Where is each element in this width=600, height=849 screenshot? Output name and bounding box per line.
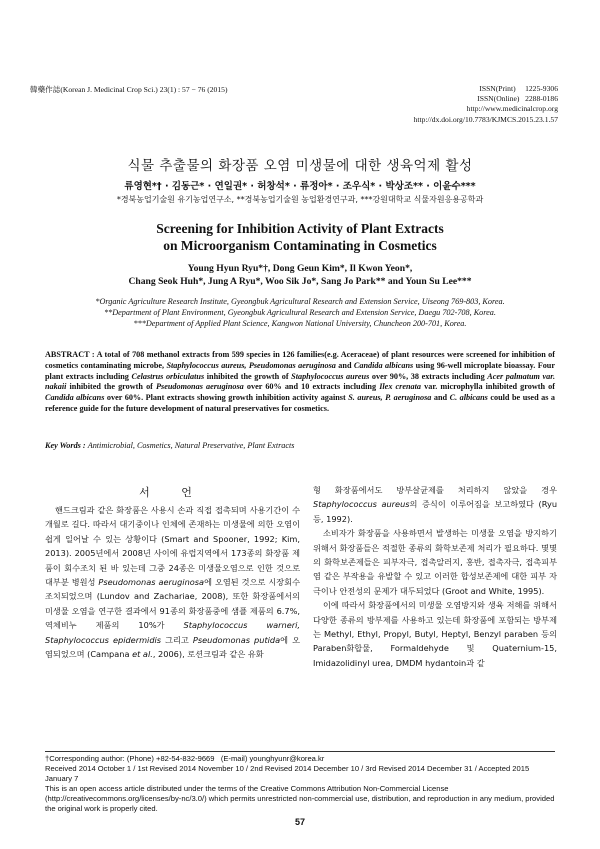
body-text: 핸드크림과 같은 화장품은 사용시 손과 직접 접촉되며 사용기간이 수개월로 길다. 따라서 대기중이나 인체에 존재하는 미생물에 의한 오염이 쉽게 일어날 수 있는 상황이다 (Smart and Spooner, 1992; Kim, 2013). 2005년에서 2008년 사이에 유럽지역에서 173종의 화장품 제품이 회수조치 된 바 있는데 그중 24종은 미생물오염으로 인한 것으로 대부분 병원성: [45, 505, 300, 588]
species-name: Pseudomonas aeruginosa: [156, 382, 244, 392]
abstract-text: inhibited the growth of: [204, 371, 292, 381]
species-name: Staphylococcus aureus: [313, 499, 410, 510]
issn-print: ISSN(Print) 1225-9306: [479, 84, 558, 93]
species-name: Staphylococcus aureus: [291, 371, 370, 381]
species-name: Candida albicans: [353, 360, 414, 370]
abstract-text: inhibited the growth of: [66, 382, 157, 392]
section-heading-introduction: 서 언: [139, 486, 206, 499]
abstract-text: and: [335, 360, 354, 370]
corresponding-author: †Corresponding author: (Phone) +82-54-832-9669 (E-mail) younghyunr@korea.kr: [45, 754, 325, 763]
english-title-line1: Screening for Inhibition Activity of Plant Extracts: [156, 221, 444, 236]
body-column-right: [313, 483, 557, 670]
body-text: 에 오염된 것으로 시장회수 조치되었으며 (Lundov and Zachariae, 2008), 또한 화장품에서의 미생물 오염을 연구한 결과에서 91종의 화장품중에 샘플 제품의 6.7%, 역체비누 제품의 10%가: [45, 577, 300, 631]
english-title-line2: on Microorganism Contaminating in Cosmetics: [163, 238, 437, 253]
abstract-text: over 60%. Plant extracts showing growth inhibition activity against: [104, 393, 349, 403]
english-affiliations: [0, 296, 600, 329]
journal-website: http://www.medicinalcrop.org: [466, 104, 558, 114]
english-affil-line2: **Department of Plant Environment, Gyeongbuk Agricultural Research and Extension Service, Daegu 702-708, Korea.: [104, 308, 496, 317]
abstract-label: ABSTRACT :: [45, 350, 97, 359]
korean-title: 식물 추출물의 화장품 오염 미생물에 대한 생육억제 활성: [127, 158, 473, 174]
doi: http://dx.doi.org/10.7783/KJMCS.2015.23.1.57: [413, 114, 558, 124]
english-affil-line3: ***Department of Applied Plant Science, Kangwon National University, Chuncheon 200-701, Korea.: [133, 319, 467, 328]
species-name: Candida albicans: [45, 393, 105, 403]
species-name: S. aureus, P. aeruginosa: [348, 393, 432, 403]
species-name: Celastrus orbiculatus: [131, 371, 205, 381]
body-text: 형 화장품에서도 방부살균제를 처리하지 않았을 경우: [313, 485, 557, 495]
page-number: 57: [294, 817, 305, 827]
species-name: C. albicans: [449, 393, 488, 403]
species-name: Pseudomonas aeruginosa: [98, 577, 205, 588]
keywords-text: Antimicrobial, Cosmetics, Natural Preservative, Plant Extracts: [87, 441, 295, 450]
abstract-text: over 90%, 38 extracts including: [369, 371, 488, 381]
body-text: 그리고: [161, 634, 193, 645]
species-name: Staphylococcus aureus, Pseudomonas aeruginosa: [166, 360, 336, 370]
citation-etal: et al.: [132, 649, 153, 660]
abstract-text: A total of 708 methanol extracts from 599 species in 126 families(e.g. Aceraceae) of plant resources were screened for inhibition of cosmetics contaminating microbe,: [45, 350, 556, 370]
paragraph: 이에 따라서 화장품에서의 미생물 오염방지와 생육 저해를 위해서 다양한 종류의 방부제를 사용하고 있는데 화장품에 포함되는 방부제는 Methyl, Ethyl, Propyl, Butyl, Heptyl, Benzyl paraben 등의 Paraben화합물, Formaldehyde 및 Quaternium-15, Imidazolidinyl urea, DMDM hydantoin과 같: [313, 600, 557, 668]
korean-affiliations: *경북농업기술원 유기농업연구소, **경북농업기술원 농업환경연구과, ***강원대학교 식물자원응용공학과: [116, 195, 484, 204]
english-authors: [0, 263, 600, 288]
paragraph: 소비자가 화장품을 사용하면서 발생하는 미생물 오염을 방지하기 위해서 화장품들은 적절한 종류의 화학보존제 처리가 필요하다. 몇몇의 화학보존제들은 피부자극, 접촉알러지, 홍반, 접촉자극, 접촉피부염 같은 부작용을 유발할 수 있고 이러한 합성보존제에 대한 피부 자극이나 안전성의 문제가 대두되었다 (Groot and White, 1995).: [313, 528, 557, 596]
body-column-left: [45, 503, 300, 661]
body-text: 에 오염되었으며 (Campana: [45, 634, 301, 660]
body-text: , 2006), 로션크림과 같은 유화: [152, 649, 264, 660]
footnote-divider: [45, 751, 555, 752]
abstract-text: using 96-well microplate bioassay. Four plant extracts including: [45, 360, 555, 381]
species-name: Acer palmatum var. nakaii: [45, 371, 556, 392]
journal-identifiers: [414, 84, 558, 125]
abstract-text: over 60% and 10 extracts including: [243, 382, 380, 392]
keywords-label: Key Words :: [45, 441, 88, 450]
abstract: [45, 350, 555, 415]
english-authors-line1: Young Hyun Ryu*†, Dong Geun Kim*, Il Kwon Yeon*,: [187, 263, 413, 274]
english-title: [0, 220, 600, 254]
korean-authors: 류영현*† · 김동근* · 연일권* · 허창석* · 류정아* · 조우식* · 박상조** · 이윤수***: [124, 181, 476, 192]
english-affil-line1: *Organic Agriculture Research Institute, Gyeongbuk Agricultural Research and Extension Service, Uiseong 769-803, Korea.: [95, 297, 505, 306]
paragraph: [313, 483, 557, 526]
body-text: 의 증식이 이루어짐을 보고하였다 (Ryu 등, 1992).: [313, 499, 558, 524]
paragraph: [45, 503, 300, 661]
species-name: Ilex crenata: [379, 382, 422, 392]
english-authors-line2: Chang Seok Huh*, Jung A Ryu*, Woo Sik Jo*, Sang Jo Park** and Youn Su Lee***: [128, 275, 472, 287]
license-notice: This is an open access article distributed under the terms of the Creative Commons Attribution Non-Commercial License (http://creativecommons.org/licenses/by-nc/3.0/) which permits unrestricted non-commercial use, distribution, and reproduction in any medium, provided the original work is properly cited.: [45, 784, 555, 813]
abstract-text: and: [431, 393, 450, 403]
keywords: [45, 441, 294, 450]
species-name: Staphylococcus warneri, Staphylococcus epidermidis: [45, 620, 301, 645]
abstract-text: var. microphylla inhibited growth of: [421, 382, 555, 392]
issn-online: ISSN(Online) 2288-0186: [477, 94, 558, 104]
received-dates: Received 2014 October 1 / 1st Revised 2014 November 10 / 2nd Revised 2014 December 10 / 3rd Revised 2014 December 31 / Accepted 2015 January 7: [45, 764, 530, 783]
abstract-text: could be used as a reference guide for the future development of natural preservatives for cosmetics.: [45, 393, 556, 413]
footnote: [45, 754, 555, 814]
species-name: Pseudomonas putida: [192, 634, 281, 645]
journal-citation: 韓藥作誌(Korean J. Medicinal Crop Sci.) 23(1) : 57 − 76 (2015): [30, 85, 228, 94]
